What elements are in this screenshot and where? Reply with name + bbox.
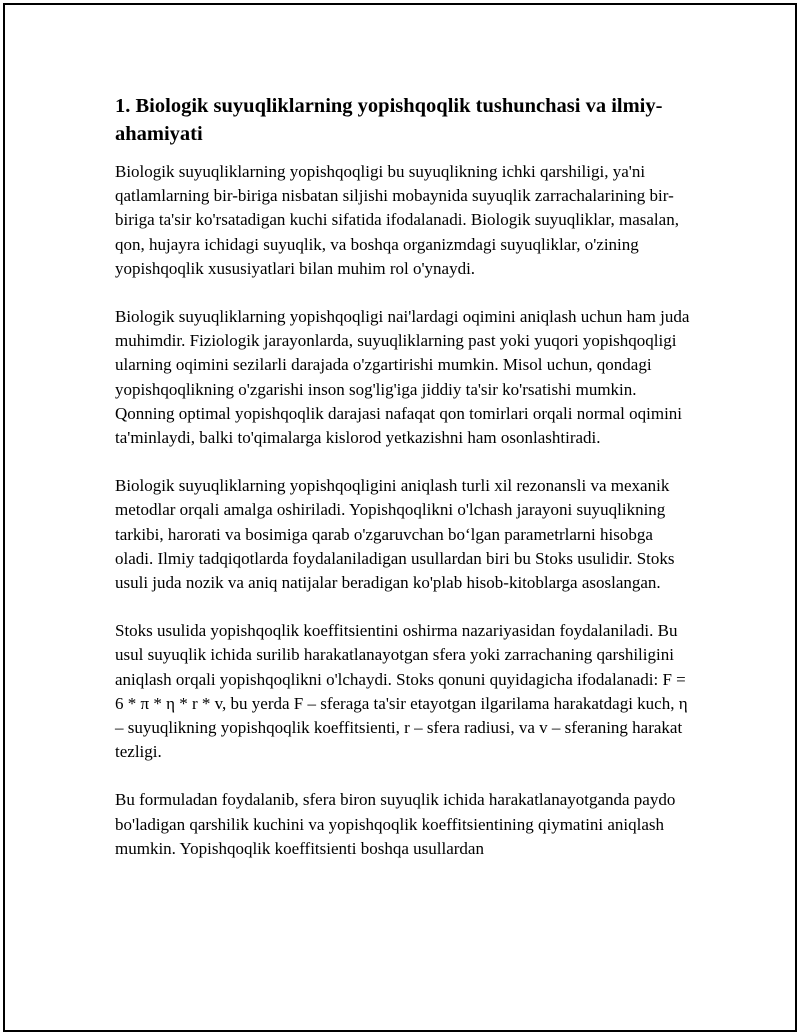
paragraph-5: Bu formuladan foydalanib, sfera biron suyuqlik ichida harakatlanayotganda paydo bo'ladigan qarshilik kuchini va yopishqoqlik koeffitsientining qiymatini aniqlash mumkin. Yopishqoqlik koeffitsienti boshqa usullardan [115,790,676,858]
section-heading: 1. Biologik suyuqliklarning yopishqoqlik tushunchasi va ilmiy-ahamiyati [115,95,663,145]
paragraph-3: Biologik suyuqliklarning yopishqoqligini aniqlash turli xil rezonansli va mexanik metodlar orqali amalga oshiriladi. Yopishqoqlikni o'lchash jarayoni suyuqlikning tarkibi, harorati va bosimiga qarab o'zgaruvchan bo‘lgan parametrlarni hisobga oladi. Ilmiy tadqiqotlarda foydalaniladigan usullardan biri bu Stoks usulidir. Stoks usuli juda nozik va aniq natijalar beradigan ko'plab hisob-kitoblarga asoslangan. [115,476,675,593]
paragraph-4: Stoks usulida yopishqoqlik koeffitsientini oshirma nazariyasidan foydalaniladi. Bu usul suyuqlik ichida surilib harakatlanayotgan sfera yoki zarrachaning qarshiligini aniqlash orqali yopishqoqlikni o'lchaydi. Stoks qonuni quyidagicha ifodalanadi: F = 6 * π * η * r * v, bu yerda F – sferaga ta'sir etayotgan ilgarilama harakatdagi kuch, η – suyuqlikning yopishqoqlik koeffitsienti, r – sfera radiusi, va v – sferaning harakat tezligi. [115,621,688,762]
paragraph-1: Biologik suyuqliklarning yopishqoqligi bu suyuqlikning ichki qarshiligi, ya'ni qatlamlarning bir-biriga nisbatan siljishi mobaynida suyuqlik zarrachalarining bir-biriga ta'sir ko'rsatadigan kuchi sifatida ifodalanadi. Biologik suyuqliklar, masalan, qon, hujayra ichidagi suyuqlik, va boshqa organizmdagi suyuqliklar, o'zining yopishqoqlik xususiyatlari bilan muhim rol o'ynaydi. [115,162,679,278]
paragraph-2: Biologik suyuqliklarning yopishqoqligi nai'lardagi oqimini aniqlash uchun ham juda muhimdir. Fiziologik jarayonlarda, suyuqliklarning past yoki yuqori yopishqoqligi ularning oqimini sezilarli darajada o'zgartirishi mumkin. Misol uchun, qondagi yopishqoqlikning o'zgarishi inson sog'lig'iga jiddiy ta'sir ko'rsatishi mumkin. Qonning optimal yopishqoqlik darajasi nafaqat qon tomirlari orqali normal oqimini ta'minlaydi, balki to'qimalarga kislorod yetkazishni ham osonlashtiradi. [115,307,690,448]
document-body [115,92,690,885]
